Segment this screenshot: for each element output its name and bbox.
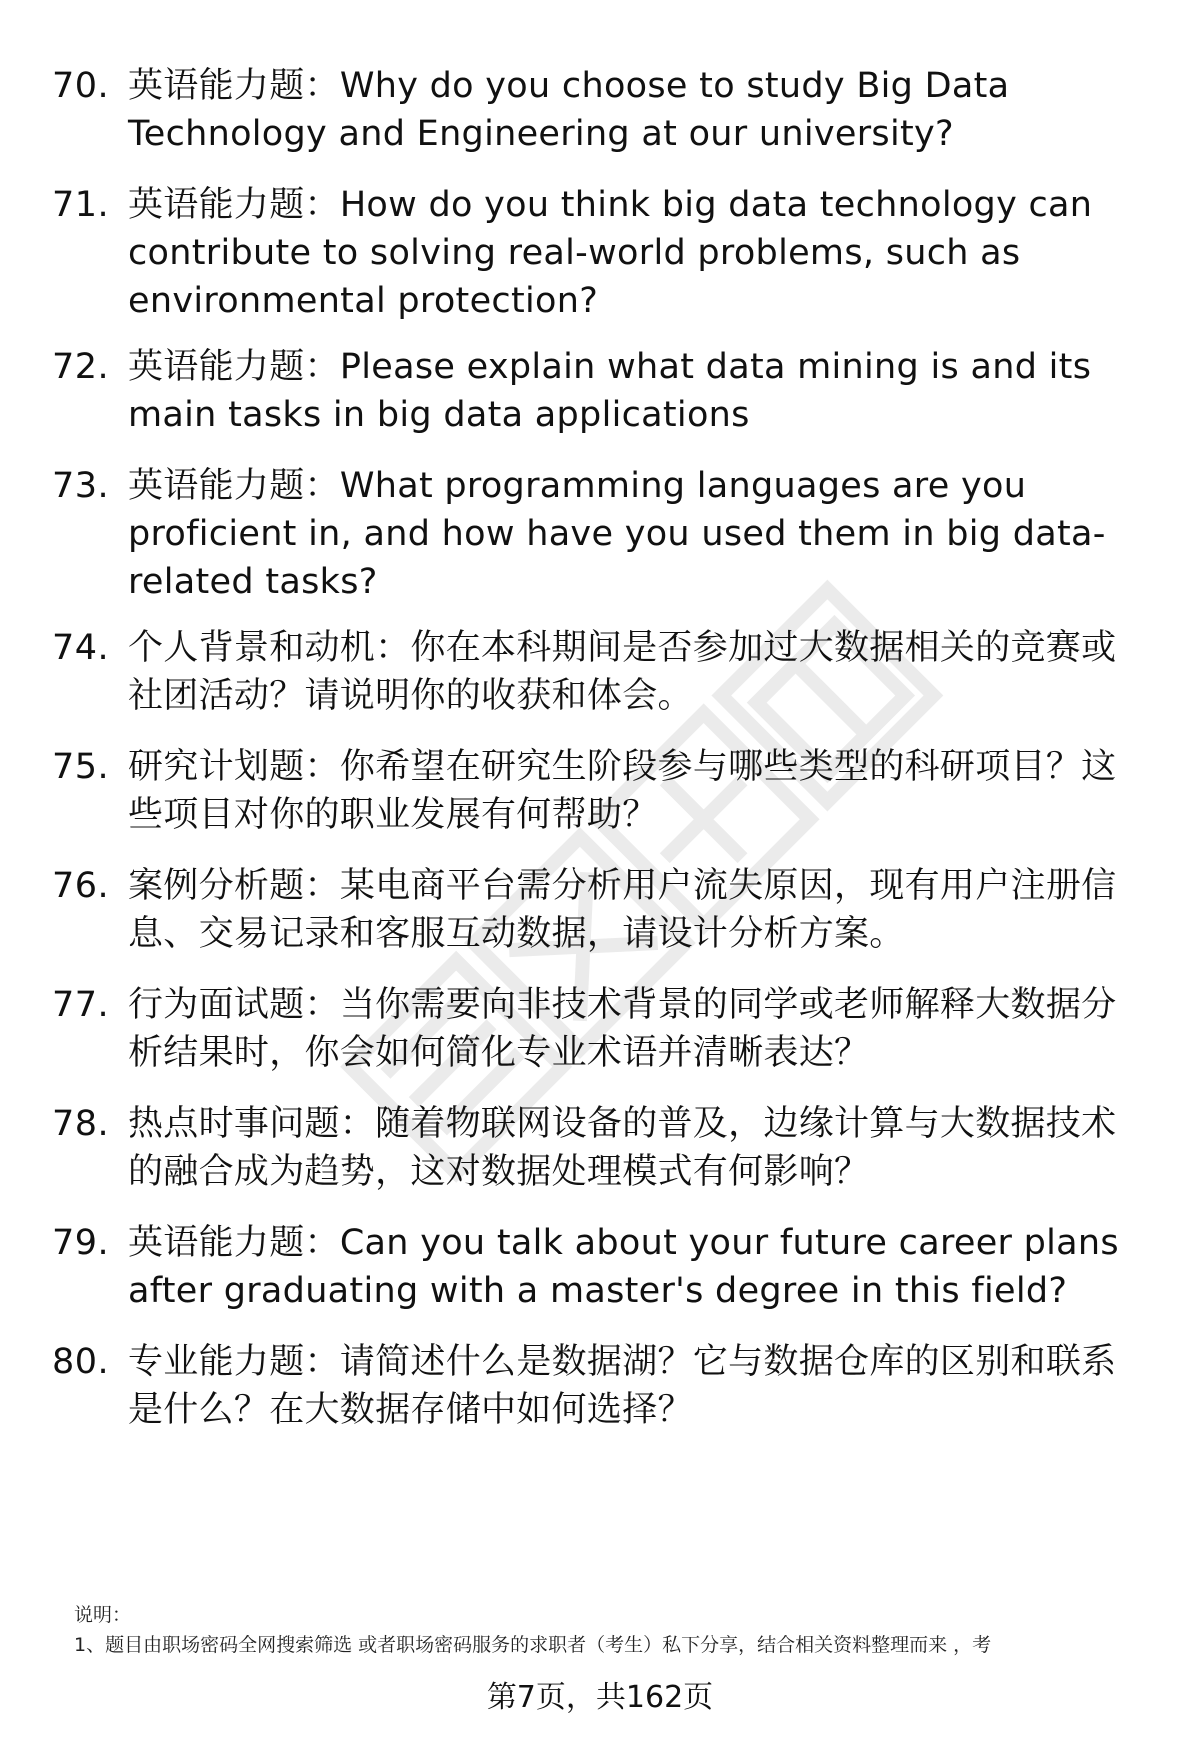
question-number: 80. (52, 1342, 110, 1382)
question-category: 专业能力题： (128, 1342, 340, 1382)
question-line: 你希望在研究生阶段参与哪些类型的科研项目？这 (339, 747, 1117, 787)
question-number: 76. (52, 866, 110, 906)
page-number: 第7页，共162页 (486, 1680, 714, 1715)
question-text (128, 862, 1200, 958)
question-line: 的融合成为趋势，这对数据处理模式有何影响？ (128, 1152, 870, 1192)
notes-line: 1、题目由职场密码全网搜索筛选 或者职场密码服务的求职者（考生）私下分享，结合相关资料整理而来 ，考 (74, 1634, 992, 1656)
question-line: 息、交易记录和客服互动数据，请设计分析方案。 (128, 914, 905, 954)
question-number: 77. (52, 985, 110, 1025)
question-category: 英语能力题： (128, 466, 340, 506)
notes-heading: 说明： (74, 1604, 132, 1626)
question-category: 个人背景和动机： (128, 628, 411, 668)
question-number: 79. (52, 1223, 110, 1263)
question-text (128, 1100, 1200, 1196)
question-text (128, 462, 1200, 606)
question-line: How do you think big data technology can (339, 185, 1093, 225)
question-line: Technology and Engineering at our university? (128, 114, 954, 154)
question-line: 社团活动？请说明你的收获和体会。 (128, 676, 693, 716)
question-number: 71. (52, 185, 110, 225)
question-number: 75. (52, 747, 110, 787)
question-line: 些项目对你的职业发展有何帮助？ (128, 795, 658, 835)
question-line: after graduating with a master's degree in this field? (128, 1271, 1068, 1311)
question-category: 英语能力题： (128, 347, 340, 387)
question-text (128, 343, 1200, 439)
question-text (128, 981, 1200, 1077)
question-line: Can you talk about your future career plans (339, 1223, 1119, 1263)
question-line: main tasks in big data applications (128, 395, 750, 435)
question-category: 英语能力题： (128, 66, 340, 106)
question-line: 析结果时，你会如何简化专业术语并清晰表达？ (128, 1033, 870, 1073)
question-number: 74. (52, 628, 110, 668)
question-line: 你在本科期间是否参加过大数据相关的竞赛或 (410, 628, 1117, 668)
question-category: 研究计划题： (128, 747, 340, 787)
question-category: 英语能力题： (128, 185, 340, 225)
question-line: 某电商平台需分析用户流失原因，现有用户注册信 (339, 866, 1117, 906)
question-category: 热点时事问题： (128, 1104, 376, 1144)
question-text (128, 62, 1200, 158)
question-text (128, 1219, 1200, 1315)
question-number: 73. (52, 466, 110, 506)
question-line: What programming languages are you (339, 466, 1027, 506)
question-line: Why do you choose to study Big Data (339, 66, 1010, 106)
question-line: environmental protection? (128, 281, 599, 321)
notes-section (74, 1600, 1164, 1660)
question-text (128, 181, 1200, 325)
question-category: 行为面试题： (128, 985, 340, 1025)
question-line: related tasks? (128, 562, 378, 602)
question-text (128, 743, 1200, 839)
question-text (128, 1338, 1200, 1434)
question-line: Please explain what data mining is and its (339, 347, 1092, 387)
question-line: contribute to solving real-world problems, such as (128, 233, 1021, 273)
question-line: proficient in, and how have you used them in big data- (128, 514, 1106, 554)
question-line: 是什么？在大数据存储中如何选择？ (128, 1390, 693, 1430)
question-line: 请简述什么是数据湖？它与数据仓库的区别和联系 (339, 1342, 1117, 1382)
question-line: 当你需要向非技术背景的同学或老师解释大数据分 (339, 985, 1117, 1025)
question-number: 72. (52, 347, 110, 387)
question-text (128, 624, 1200, 720)
question-category: 英语能力题： (128, 1223, 340, 1263)
question-number: 70. (52, 66, 110, 106)
question-line: 随着物联网设备的普及，边缘计算与大数据技术 (375, 1104, 1117, 1144)
question-category: 案例分析题： (128, 866, 340, 906)
question-number: 78. (52, 1104, 110, 1144)
